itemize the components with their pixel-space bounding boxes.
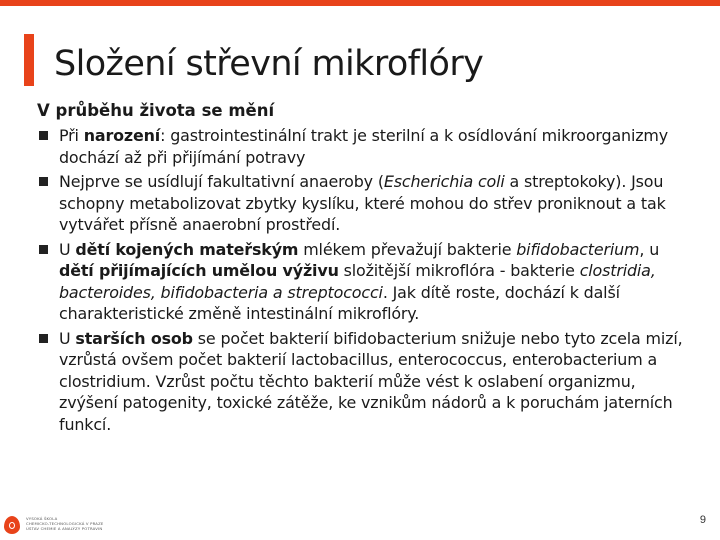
title-accent-bar xyxy=(24,34,34,86)
text-run: složitější mikroflóra - bakterie xyxy=(338,261,580,280)
italic-text: Escherichia coli xyxy=(383,172,505,191)
top-accent-bar xyxy=(0,0,720,6)
italic-text: bifidobacterium xyxy=(516,239,640,259)
slide-subtitle: V průběhu života se mění xyxy=(37,101,275,120)
logo-text xyxy=(26,516,122,531)
bullet-item xyxy=(37,239,697,325)
text-run: se počet bakterií bifidobacterium snižuje nebo tyto zcela mizí, vzrůstá ovšem počet bakterií lactobacillus, enterococcus, enterobacterium a clostridium. Vzrůst počtu těchto bakterií může vést k oslabení organizmu, zvýšení patogenity, toxické zátěže, ke vznikům nádorů a k poruchám jaterních funkcí. xyxy=(59,328,683,434)
bullet-item xyxy=(37,171,697,236)
text-run: , u xyxy=(639,239,660,259)
text-run: U xyxy=(59,239,76,259)
text-run: mlékem převažují bakterie xyxy=(298,239,517,259)
bold-text: dětí kojených mateřským xyxy=(75,239,299,259)
bullet-item xyxy=(37,125,697,168)
text-run: Nejprve se usídlují fakultativní anaeroby ( xyxy=(59,172,384,191)
page-number: 9 xyxy=(699,514,706,526)
square-bullet-icon xyxy=(39,131,48,140)
text-run: a streptokoky). Jsou schopny metabolizovat zbytky kyslíku, které mohou do střev proniknout a tak vytvářet přísně anaerobní prostředí. xyxy=(59,172,666,234)
bullet-list xyxy=(37,125,697,435)
bullet-item xyxy=(37,328,697,436)
bold-text: narození xyxy=(83,126,161,145)
logo-text-line: VYSOKÁ ŠKOLA xyxy=(26,516,58,521)
slide-content xyxy=(37,100,697,438)
school-logo xyxy=(4,514,124,538)
square-bullet-icon xyxy=(39,334,48,343)
drop-logo-icon xyxy=(4,516,20,534)
text-run: : gastrointestinální trakt je sterilní a k osídlování mikroorganizmy dochází až při přijímání potravy xyxy=(59,126,669,167)
logo-text-line: CHEMICKO-TECHNOLOGICKÁ V PRAZE xyxy=(26,521,104,526)
text-run: . Jak dítě roste, dochází k další charakteristické změně intestinální mikroflóry. xyxy=(59,282,620,323)
text-run: Při xyxy=(59,126,84,145)
logo-text-line: ÚSTAV CHEMIE A ANALÝZY POTRAVIN xyxy=(26,526,103,531)
square-bullet-icon xyxy=(39,177,48,186)
italic-text: clostridia, bacteroides, bifidobacteria a streptococci xyxy=(59,261,656,302)
text-run: U xyxy=(59,328,76,348)
bold-text: starších osob xyxy=(75,328,193,348)
bold-text: dětí přijímajících umělou výživu xyxy=(59,261,339,280)
square-bullet-icon xyxy=(39,245,48,254)
slide-title: Složení střevní mikroflóry xyxy=(54,44,484,84)
